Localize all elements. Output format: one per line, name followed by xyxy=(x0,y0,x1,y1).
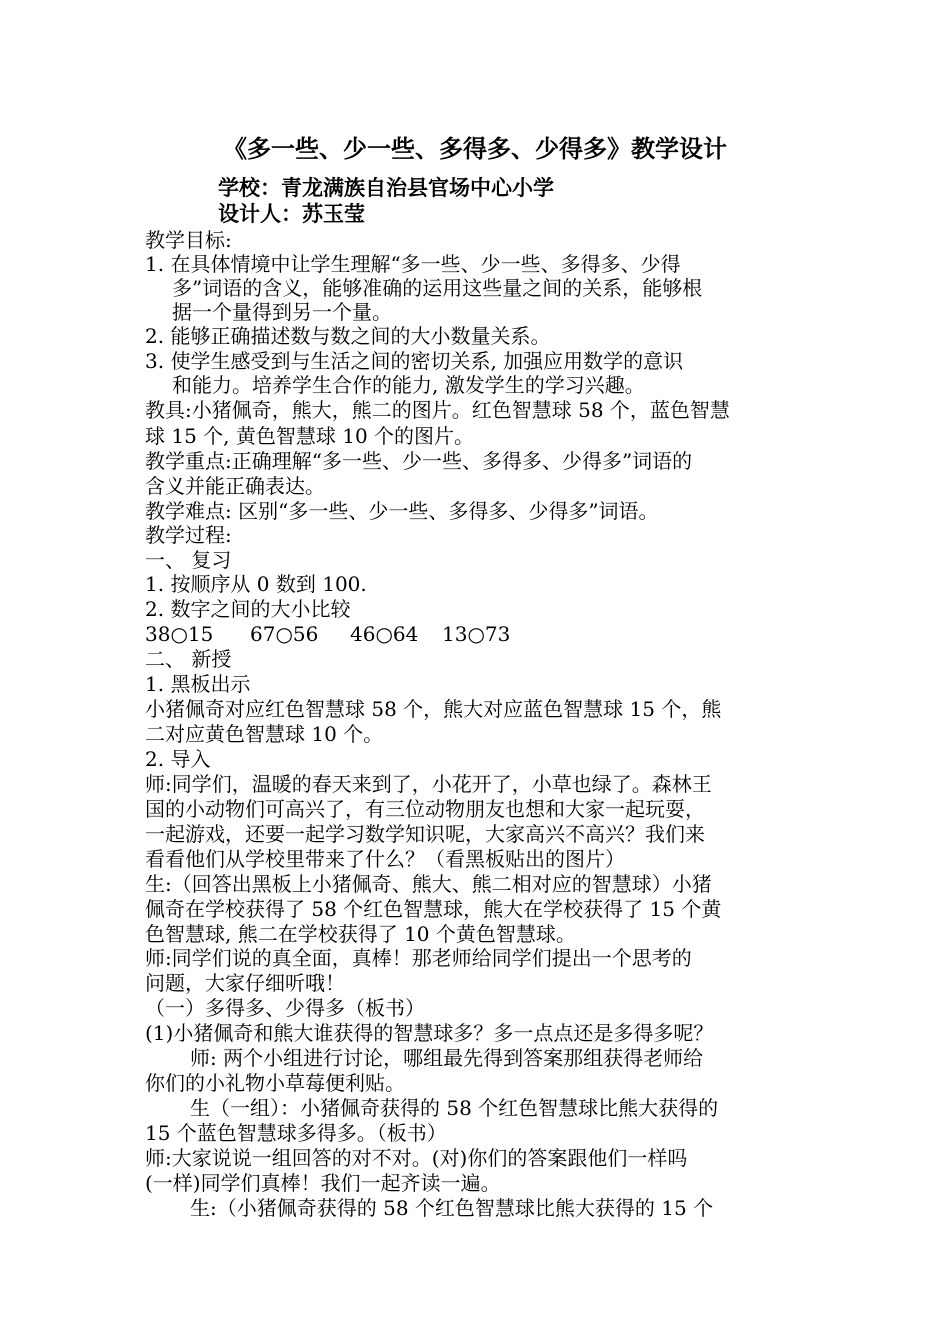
goal-1-cont2: 据一个量得到另一个量。 xyxy=(172,300,392,324)
board-line-2: 二对应黄色智慧球 10 个。 xyxy=(145,722,384,746)
key-point: 教学重点:正确理解“多一些、少一些、多得多、少得多”词语的 xyxy=(145,449,693,473)
section-review: 一、 复习 xyxy=(145,548,232,572)
teacher-line-2: 国的小动物们可高兴了，有三位动物朋友也想和大家一起玩耍， xyxy=(145,797,705,821)
tools-line-cont: 球 15 个, 黄色智慧球 10 个的图片。 xyxy=(145,424,475,448)
teacher-line-9: 师:大家说说一组回答的对不对。(对)你们的答案跟他们一样吗 xyxy=(145,1146,688,1170)
board-line-1: 小猪佩奇对应红色智慧球 58 个，熊大对应蓝色智慧球 15 个，熊 xyxy=(145,697,722,721)
goal-1-cont: 多”词语的含义，能够准确的运用这些量之间的关系，能够根 xyxy=(172,276,703,300)
teacher-line-6: 问题，大家仔细听哦！ xyxy=(145,971,345,995)
goals-heading: 教学目标: xyxy=(145,228,232,252)
goal-2: 2. 能够正确描述数与数之间的大小数量关系。 xyxy=(145,324,551,348)
section-new: 二、 新授 xyxy=(145,647,232,671)
student-last-line: 生:（小猪佩奇获得的 58 个红色智慧球比熊大获得的 15 个 xyxy=(190,1196,714,1220)
group-answer-1: 生（一组）：小猪佩奇获得的 58 个红色智慧球比熊大获得的 xyxy=(190,1096,719,1120)
difficulty: 教学难点: 区别“多一些、少一些、多得多、少得多”词语。 xyxy=(145,499,659,523)
teacher-line-8: 你们的小礼物小草莓便利贴。 xyxy=(145,1071,405,1095)
student-line-2: 佩奇在学校获得了 58 个红色智慧球，熊大在学校获得了 15 个黄 xyxy=(145,897,722,921)
new-item-2: 2. 导入 xyxy=(145,747,211,771)
teacher-line-3: 一起游戏，还要一起学习数学知识呢，大家高兴不高兴？我们来 xyxy=(145,822,705,846)
teacher-line-4: 看看他们从学校里带来了什么？（看黑板贴出的图片） xyxy=(145,847,625,871)
teacher-line-10: (一样)同学们真棒！我们一起齐读一遍。 xyxy=(145,1171,501,1195)
subsection-1: （一）多得多、少得多（板书） xyxy=(145,996,425,1020)
comparison-4: 13○73 xyxy=(442,622,511,646)
school-line: 学校：青龙满族自治县官场中心小学 xyxy=(218,175,554,200)
document-title: 《多一些、少一些、多得多、少得多》教学设计 xyxy=(223,134,727,163)
teacher-line-7: 师: 两个小组进行讨论，哪组最先得到答案那组获得老师给 xyxy=(190,1046,704,1070)
group-answer-2: 15 个蓝色智慧球多得多。（板书） xyxy=(145,1121,447,1145)
comparison-2: 67○56 xyxy=(250,622,319,646)
comparison-row xyxy=(145,622,815,647)
question-1: (1)小猪佩奇和熊大谁获得的智慧球多？多一点点还是多得多呢？ xyxy=(145,1021,714,1045)
designer-line: 设计人：苏玉莹 xyxy=(218,201,365,226)
comparison-1: 38○15 xyxy=(145,622,214,646)
goal-3-cont: 和能力。培养学生合作的能力, 激发学生的学习兴趣。 xyxy=(172,373,645,397)
tools-line: 教具:小猪佩奇，熊大，熊二的图片。红色智慧球 58 个，蓝色智慧 xyxy=(145,398,730,422)
new-item-1: 1. 黑板出示 xyxy=(145,672,251,696)
review-item-1: 1. 按顺序从 0 数到 100. xyxy=(145,572,367,596)
teacher-line-1: 师:同学们，温暖的春天来到了，小花开了，小草也绿了。森林王 xyxy=(145,772,712,796)
student-line-1: 生:（回答出黑板上小猪佩奇、熊大、熊二相对应的智慧球）小猪 xyxy=(145,872,712,896)
goal-1: 1. 在具体情境中让学生理解“多一些、少一些、多得多、少得 xyxy=(145,252,681,276)
process-heading: 教学过程: xyxy=(145,523,232,547)
review-item-2: 2. 数字之间的大小比较 xyxy=(145,597,351,621)
comparison-3: 46○64 xyxy=(350,622,419,646)
goal-3: 3. 使学生感受到与生活之间的密切关系, 加强应用数学的意识 xyxy=(145,349,684,373)
student-line-3: 色智慧球, 熊二在学校获得了 10 个黄色智慧球。 xyxy=(145,922,576,946)
key-point-cont: 含义并能正确表达。 xyxy=(145,474,325,498)
teacher-line-5: 师:同学们说的真全面，真棒！那老师给同学们提出一个思考的 xyxy=(145,946,692,970)
